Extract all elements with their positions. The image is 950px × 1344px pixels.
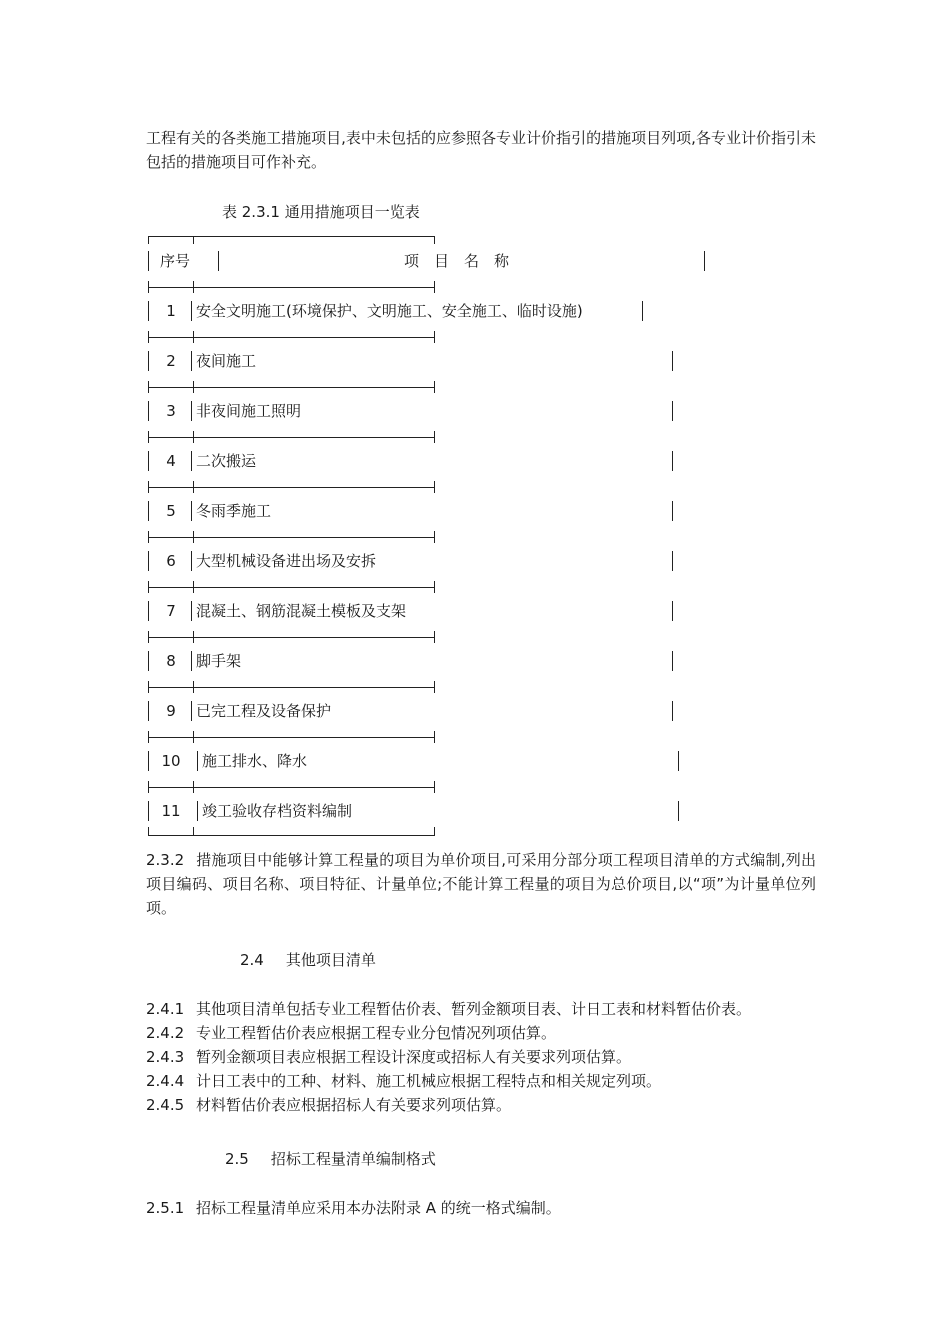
row-separator <box>148 287 435 288</box>
separator-right-tick <box>434 731 435 743</box>
row-separator <box>148 387 435 388</box>
row-name: 非夜间施工照明 <box>196 402 302 420</box>
item-text: 专业工程暂估价表应根据工程专业分包情况列项估算。 <box>196 1024 557 1042</box>
separator-mid-tick <box>193 381 194 393</box>
header-no: 序号 <box>160 252 191 270</box>
row-right-bar <box>642 301 643 321</box>
separator-left-tick <box>148 481 149 493</box>
separator-right-tick <box>434 581 435 593</box>
item-text: 其他项目清单包括专业工程暂估价表、暂列金额项目表、计日工表和材料暂估价表。 <box>196 1000 752 1018</box>
row-name: 大型机械设备进出场及安拆 <box>196 552 377 570</box>
item-2-4-5 <box>146 1095 511 1115</box>
row-mid-bar <box>191 651 192 671</box>
row-mid-bar <box>191 701 192 721</box>
separator-mid-tick <box>193 781 194 793</box>
separator-right-tick <box>434 631 435 643</box>
item-number: 2.4.4 <box>146 1072 185 1090</box>
header-right-bar <box>704 251 705 271</box>
table-left-tick <box>148 236 149 244</box>
row-separator <box>148 487 435 488</box>
item-number: 2.4.5 <box>146 1096 185 1114</box>
row-number: 6 <box>166 552 176 570</box>
row-right-bar <box>672 701 673 721</box>
section-title: 招标工程量清单编制格式 <box>270 1150 436 1168</box>
separator-left-tick <box>148 281 149 293</box>
separator-right-tick <box>434 781 435 793</box>
separator-left-tick <box>148 331 149 343</box>
separator-left-tick <box>148 781 149 793</box>
row-mid-bar <box>197 801 198 821</box>
row-number: 3 <box>166 402 176 420</box>
row-name: 二次搬运 <box>196 452 257 470</box>
item-number: 2.4.1 <box>146 1000 185 1018</box>
item-text: 暂列金额项目表应根据工程设计深度或招标人有关要求列项估算。 <box>196 1048 632 1066</box>
row-separator <box>148 337 435 338</box>
separator-mid-tick <box>193 581 194 593</box>
separator-mid-tick <box>193 631 194 643</box>
separator-right-tick <box>434 681 435 693</box>
separator-mid-tick <box>193 431 194 443</box>
header-left-bar <box>148 251 149 271</box>
row-right-bar <box>678 801 679 821</box>
row-name: 混凝土、钢筋混凝土模板及支架 <box>196 602 407 620</box>
row-right-bar <box>672 401 673 421</box>
row-name: 脚手架 <box>196 652 242 670</box>
row-name: 已完工程及设备保护 <box>196 702 332 720</box>
item-number: 2.4.2 <box>146 1024 185 1042</box>
row-separator <box>148 437 435 438</box>
separator-right-tick <box>434 281 435 293</box>
item-text: 计日工表中的工种、材料、施工机械应根据工程特点和相关规定列项。 <box>196 1072 662 1090</box>
row-name: 竣工验收存档资料编制 <box>202 802 353 820</box>
row-number: 5 <box>166 502 176 520</box>
row-name: 安全文明施工(环境保护、文明施工、安全施工、临时设施) <box>196 302 583 320</box>
paragraph-2-3-2 <box>146 848 816 920</box>
row-right-bar <box>672 651 673 671</box>
row-mid-bar <box>191 501 192 521</box>
row-name: 施工排水、降水 <box>202 752 308 770</box>
separator-left-tick <box>148 681 149 693</box>
row-number: 11 <box>161 802 181 820</box>
row-number: 10 <box>161 752 181 770</box>
row-right-bar <box>672 451 673 471</box>
header-mid-bar <box>218 251 219 271</box>
separator-right-tick <box>434 431 435 443</box>
row-separator <box>148 587 435 588</box>
item-2-4-3 <box>146 1047 631 1067</box>
item-2-5-1 <box>146 1198 561 1218</box>
row-number: 4 <box>166 452 176 470</box>
row-right-bar <box>672 351 673 371</box>
row-number: 1 <box>166 302 176 320</box>
row-number: 7 <box>166 602 176 620</box>
separator-left-tick <box>148 827 149 835</box>
table-caption: 表 2.3.1 通用措施项目一览表 <box>222 203 420 221</box>
item-2-4-4 <box>146 1071 661 1091</box>
table-right-tick <box>434 236 435 244</box>
separator-left-tick <box>148 531 149 543</box>
row-mid-bar <box>197 751 198 771</box>
table-top-border <box>148 236 435 237</box>
item-2-4-1 <box>146 999 751 1019</box>
separator-left-tick <box>148 631 149 643</box>
item-number: 2.4.3 <box>146 1048 185 1066</box>
row-name: 冬雨季施工 <box>196 502 272 520</box>
row-mid-bar <box>191 551 192 571</box>
row-separator <box>148 537 435 538</box>
separator-mid-tick <box>193 731 194 743</box>
section-title: 其他项目清单 <box>285 951 376 969</box>
row-mid-bar <box>191 401 192 421</box>
item-2-4-2 <box>146 1023 556 1043</box>
separator-mid-tick <box>193 827 194 835</box>
separator-left-tick <box>148 731 149 743</box>
intro-paragraph: 工程有关的各类施工措施项目,表中未包括的应参照各专业计价指引的措施项目列项,各专业计价指引未包括的措施项目可作补充。 <box>146 129 816 171</box>
separator-right-tick <box>434 331 435 343</box>
row-right-bar <box>672 501 673 521</box>
row-right-bar <box>678 751 679 771</box>
row-separator <box>148 835 435 836</box>
paragraph-number: 2.3.2 <box>146 851 185 869</box>
row-mid-bar <box>191 451 192 471</box>
row-right-bar <box>672 551 673 571</box>
row-mid-bar <box>191 301 192 321</box>
row-number: 8 <box>166 652 176 670</box>
row-separator <box>148 737 435 738</box>
row-name: 夜间施工 <box>196 352 257 370</box>
separator-mid-tick <box>193 281 194 293</box>
paragraph-text: 措施项目中能够计算工程量的项目为单价项目,可采用分部分项工程项目清单的方式编制,列出项目编码、项目名称、项目特征、计量单位;不能计算工程量的项目为总价项目,以“项”为计量单位列项。 <box>146 851 816 917</box>
separator-mid-tick <box>193 681 194 693</box>
row-number: 2 <box>166 352 176 370</box>
section-2-5-heading <box>225 1149 436 1169</box>
item-text: 材料暂估价表应根据招标人有关要求列项估算。 <box>196 1096 512 1114</box>
table-mid-tick <box>193 236 194 244</box>
separator-mid-tick <box>193 531 194 543</box>
item-text: 招标工程量清单应采用本办法附录 A 的统一格式编制。 <box>196 1199 561 1217</box>
item-number: 2.5.1 <box>146 1199 185 1217</box>
separator-right-tick <box>434 481 435 493</box>
separator-right-tick <box>434 381 435 393</box>
section-2-4-heading <box>240 950 376 970</box>
row-separator <box>148 637 435 638</box>
separator-mid-tick <box>193 481 194 493</box>
section-number: 2.5 <box>225 1150 249 1168</box>
row-separator <box>148 687 435 688</box>
row-mid-bar <box>191 601 192 621</box>
row-right-bar <box>672 601 673 621</box>
separator-left-tick <box>148 431 149 443</box>
separator-mid-tick <box>193 331 194 343</box>
row-separator <box>148 787 435 788</box>
separator-right-tick <box>434 531 435 543</box>
section-number: 2.4 <box>240 951 264 969</box>
separator-right-tick <box>434 827 435 835</box>
separator-left-tick <box>148 381 149 393</box>
separator-left-tick <box>148 581 149 593</box>
row-number: 9 <box>166 702 176 720</box>
row-mid-bar <box>191 351 192 371</box>
header-name: 项 目 名 称 <box>404 252 510 270</box>
